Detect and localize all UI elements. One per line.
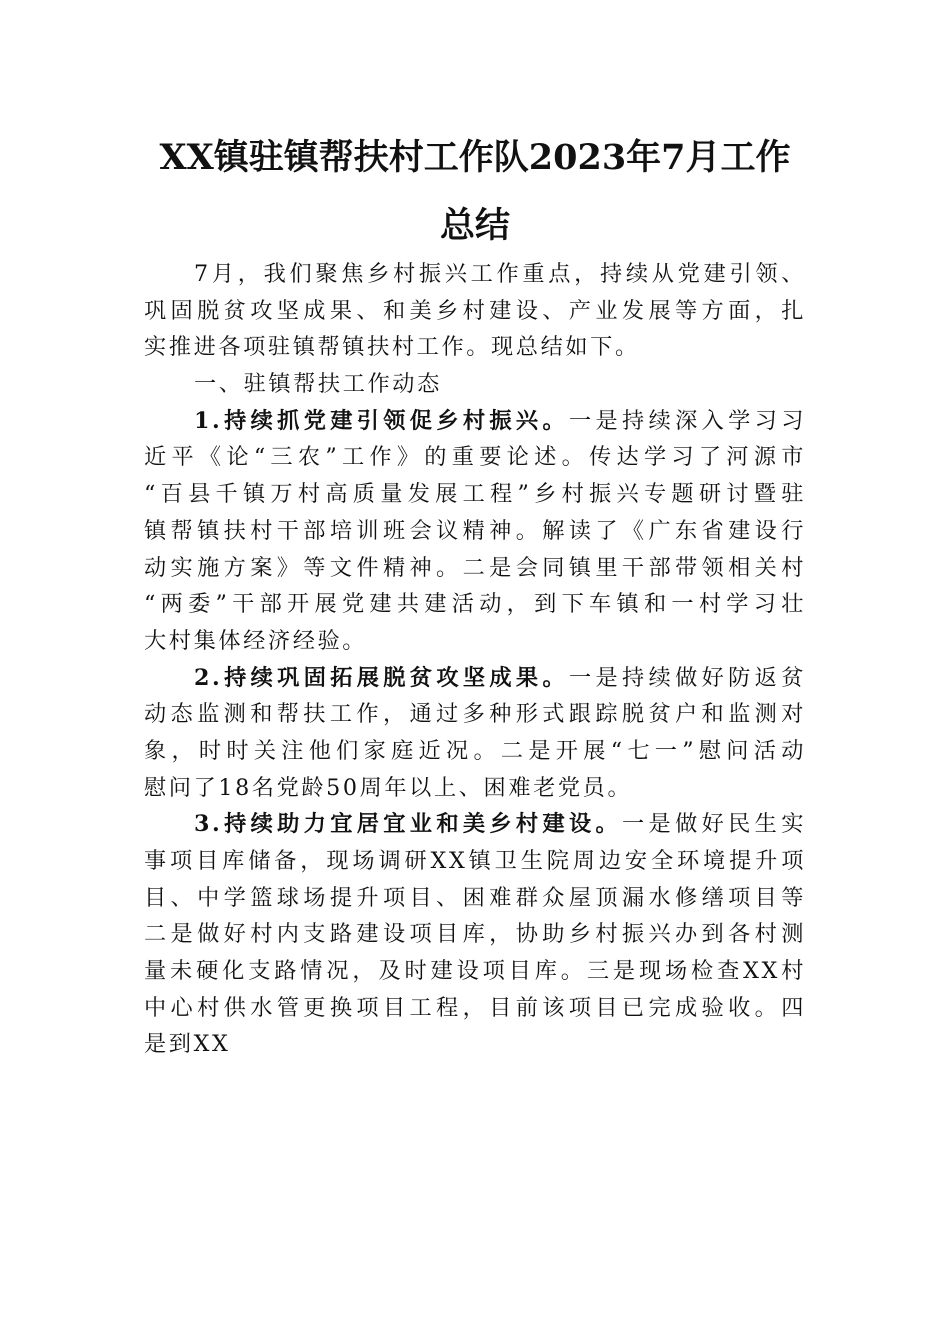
body-text: 二是做好村内支路建设项目库，协助乡村振兴办到各村测	[144, 921, 806, 948]
body-line	[144, 916, 806, 953]
body-text: 动态监测和帮扶工作，通过多种形式跟踪脱贫户和监测对	[144, 701, 806, 728]
body-line	[144, 953, 806, 990]
document-title-line-1: XX镇驻镇帮扶村工作队2023年7月工作	[159, 137, 791, 178]
body-line	[144, 770, 806, 807]
body-line	[144, 880, 806, 917]
body-text: 慰问了18名党龄50周年以上、困难老党员。	[144, 774, 633, 801]
body-line	[144, 293, 806, 330]
document-body	[144, 256, 806, 1063]
body-text: 是到XX	[144, 1031, 231, 1058]
body-line	[144, 366, 806, 403]
body-line	[144, 1026, 806, 1063]
body-line	[144, 256, 806, 293]
body-text: 大村集体经济经验。	[144, 627, 368, 654]
section-heading: 3.持续助力宜居宜业和美乡村建设。	[194, 811, 623, 838]
body-text: 目、中学篮球场提升项目、困难群众屋顶漏水修缮项目等	[144, 884, 806, 911]
body-line	[144, 476, 806, 513]
body-line	[144, 843, 806, 880]
body-line	[144, 806, 806, 843]
body-line	[144, 623, 806, 660]
body-text: 中心村供水管更换项目工程，目前该项目已完成验收。四	[144, 994, 806, 1021]
section-heading: 2.持续巩固拓展脱贫攻坚成果。	[194, 664, 569, 691]
body-text: 动实施方案》等文件精神。二是会同镇里干部带领相关村	[144, 554, 806, 581]
body-text: 一、驻镇帮扶工作动态	[194, 371, 442, 398]
body-text: 实推进各项驻镇帮镇扶村工作。现总结如下。	[144, 334, 640, 361]
body-text: 7月，我们聚焦乡村振兴工作重点，持续从党建引领、	[194, 261, 806, 287]
body-text: 一是做好民生实	[622, 811, 806, 838]
body-text: “两委”干部开展党建共建活动，到下车镇和一村学习壮	[144, 591, 806, 618]
body-text: 事项目库储备，现场调研XX镇卫生院周边安全环境提升项	[144, 848, 806, 874]
body-text: 象，时时关注他们家庭近况。二是开展“七一”慰问活动	[144, 737, 806, 764]
body-text: 镇帮镇扶村干部培训班会议精神。解读了《广东省建设行	[144, 517, 806, 544]
body-line	[144, 550, 806, 587]
body-line	[144, 660, 806, 697]
body-line	[144, 329, 806, 366]
body-text: 量未硬化支路情况，及时建设项目库。三是现场检查XX村	[144, 958, 806, 985]
body-text: 一是持续做好防返贫	[568, 664, 806, 691]
body-text: 一是持续深入学习习	[568, 407, 806, 434]
body-line	[144, 513, 806, 550]
body-line	[144, 990, 806, 1027]
section-heading: 1.持续抓党建引领促乡村振兴。	[194, 407, 569, 434]
body-line	[144, 403, 806, 440]
body-line	[144, 586, 806, 623]
body-text: 巩固脱贫攻坚成果、和美乡村建设、产业发展等方面，扎	[144, 297, 806, 324]
body-line	[144, 439, 806, 476]
body-line	[144, 733, 806, 770]
body-line	[144, 696, 806, 733]
body-text: 近平《论“三农”工作》的重要论述。传达学习了河源市	[144, 444, 806, 471]
body-text: “百县千镇万村高质量发展工程”乡村振兴专题研讨暨驻	[144, 481, 806, 508]
document-title-line-2: 总结	[439, 205, 510, 246]
